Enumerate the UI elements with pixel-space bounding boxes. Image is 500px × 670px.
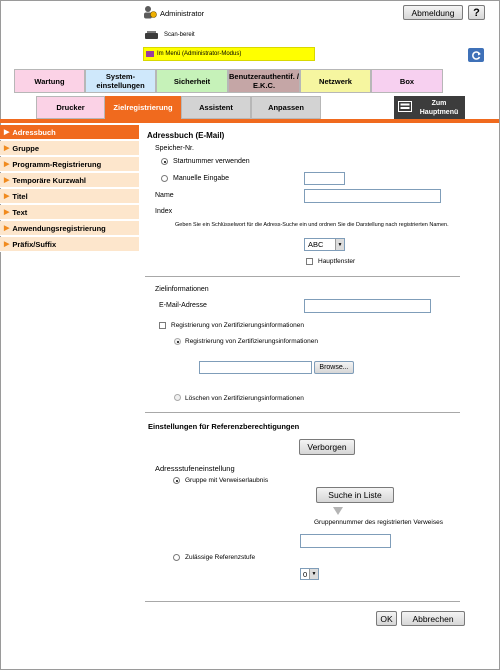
index-select-value: ABC — [308, 240, 324, 249]
group-number-input[interactable] — [300, 534, 391, 548]
sidebar-item-temporaere-kurzwahl[interactable] — [0, 173, 139, 188]
sidebar-item-label: Programm-Registrierung — [12, 159, 102, 169]
scanner-icon — [145, 31, 158, 39]
form-title: Adressbuch (E-Mail) — [147, 131, 225, 140]
user-name: Administrator — [160, 9, 205, 18]
cert-delete-label: Löschen von Zertifizierungsinformationen — [185, 395, 304, 402]
tab-systemeinstellungen[interactable]: System- einstellungen — [85, 69, 156, 93]
sidebar-item-label: Titel — [12, 191, 28, 201]
name-label: Name — [155, 192, 174, 199]
tab-netzwerk[interactable]: Netzwerk — [300, 69, 371, 93]
chevron-down-icon: ▼ — [309, 569, 318, 579]
group-permission-label: Gruppe mit Verweiserlaubnis — [185, 477, 269, 484]
arrow-right-icon: ▶ — [4, 241, 10, 248]
radio-start-number[interactable] — [161, 158, 168, 165]
email-input[interactable] — [304, 299, 431, 313]
admin-icon — [143, 5, 157, 19]
opt-start-label: Startnummer verwenden — [173, 158, 250, 165]
sidebar-item-praefix-suffix[interactable] — [0, 237, 139, 252]
arrow-right-icon: ▶ — [4, 225, 10, 232]
sidebar-item-label: Präfix/Suffix — [12, 239, 57, 249]
sidebar-item-label: Anwendungsregistrierung — [12, 223, 106, 233]
mode-text: Im Menü (Administrator-Modus) — [157, 51, 242, 57]
sidebar-item-programm-registrierung[interactable] — [0, 157, 139, 172]
cancel-button[interactable]: Abbrechen — [401, 611, 465, 626]
email-label: E-Mail-Adresse — [159, 302, 207, 309]
arrow-right-icon: ▶ — [4, 177, 10, 184]
cert-register-label: Registrierung von Zertifizierungsinformationen — [171, 322, 304, 329]
cert-register-opt-label: Registrierung von Zertifizierungsinformationen — [185, 338, 318, 345]
radio-group-permission[interactable] — [173, 477, 180, 484]
arrow-right-icon: ▶ — [4, 193, 10, 200]
level-setting-label: Adressstufeneinstellung — [155, 464, 235, 473]
opt-manual-label: Manuelle Eingabe — [173, 175, 230, 182]
divider — [145, 601, 460, 602]
tab-sicherheit[interactable]: Sicherheit — [156, 69, 228, 93]
ok-button[interactable]: OK — [376, 611, 397, 626]
arrow-right-icon: ▶ — [4, 161, 10, 168]
tab-zielregistrierung[interactable]: Zielregistrierung — [105, 96, 181, 119]
index-select[interactable] — [304, 238, 345, 251]
tab-benutzerauthentif[interactable]: Benutzerauthentif. / E.K.C. — [228, 69, 300, 93]
storage-number-input[interactable] — [304, 172, 345, 185]
radio-manual[interactable] — [161, 175, 168, 182]
main-window-checkbox[interactable] — [306, 258, 313, 265]
radio-cert-delete[interactable] — [174, 394, 181, 401]
sidebar-item-adressbuch[interactable] — [0, 125, 139, 140]
index-help: Geben Sie ein Schlüsselwort für die Adress-Suche ein und ordnen Sie die Darstellung nach registrierten Namen. — [175, 222, 449, 228]
index-label: Index — [155, 208, 173, 215]
arrow-right-icon: ▶ — [4, 129, 10, 136]
accent-bar — [0, 119, 499, 123]
ref-settings-heading: Einstellungen für Referenzberechtigungen — [148, 422, 300, 431]
main-window-label: Hauptfenster — [318, 258, 356, 265]
sidebar-item-anwendungsregistrierung[interactable] — [0, 221, 139, 236]
help-button[interactable]: ? — [468, 5, 485, 20]
home-button[interactable] — [394, 96, 465, 119]
refresh-icon[interactable] — [468, 48, 484, 62]
arrow-right-icon: ▶ — [4, 145, 10, 152]
chevron-down-icon: ▼ — [335, 239, 344, 250]
group-number-label: Gruppennummer des registrierten Verweises — [314, 519, 443, 526]
level-select-value: 0 — [303, 569, 308, 579]
level-select[interactable] — [300, 568, 319, 580]
target-info-label: Zielinformationen — [155, 286, 209, 293]
radio-allowed-level[interactable] — [173, 554, 180, 561]
home-icon — [398, 101, 412, 112]
sidebar-item-text[interactable] — [0, 205, 139, 220]
sidebar-item-label: Gruppe — [12, 143, 40, 153]
allowed-level-label: Zulässige Referenzstufe — [185, 554, 256, 561]
divider — [145, 276, 460, 277]
browse-button[interactable]: Browse... — [314, 361, 354, 374]
name-input[interactable] — [304, 189, 441, 203]
radio-cert-register[interactable] — [174, 338, 181, 345]
arrow-right-icon: ▶ — [4, 209, 10, 216]
search-list-button[interactable]: Suche in Liste — [316, 487, 394, 503]
cert-register-checkbox[interactable] — [159, 322, 166, 329]
mode-bar — [143, 47, 315, 61]
sidebar-item-gruppe[interactable] — [0, 141, 139, 156]
storage-label: Speicher-Nr. — [155, 145, 194, 152]
home-label: Zum Hauptmenü — [419, 100, 459, 116]
tab-wartung[interactable]: Wartung — [14, 69, 85, 93]
cert-file-input[interactable] — [199, 361, 312, 374]
tab-anpassen[interactable]: Anpassen — [251, 96, 321, 119]
tab-box[interactable]: Box — [371, 69, 443, 93]
mode-indicator — [146, 51, 154, 57]
sidebar-item-titel[interactable] — [0, 189, 139, 204]
logout-button[interactable]: Abmeldung — [403, 5, 463, 20]
divider — [145, 412, 460, 413]
hidden-button[interactable]: Verborgen — [299, 439, 355, 455]
tab-assistent[interactable]: Assistent — [181, 96, 251, 119]
sidebar-item-label: Temporäre Kurzwahl — [12, 175, 87, 185]
sidebar-item-label: Adressbuch — [12, 127, 56, 137]
sidebar-item-label: Text — [12, 207, 28, 217]
status-text: Scan-bereit — [164, 32, 195, 38]
arrow-down-icon — [333, 507, 343, 515]
tab-drucker[interactable]: Drucker — [36, 96, 105, 119]
